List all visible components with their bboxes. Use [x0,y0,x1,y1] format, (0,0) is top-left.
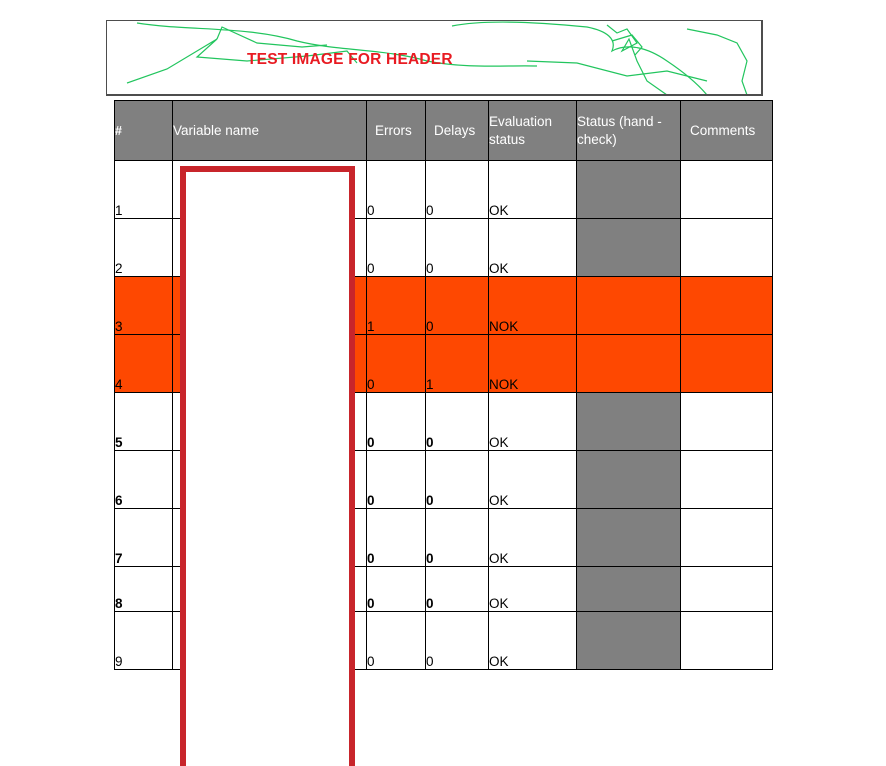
column-header-delays: Delays [426,101,489,161]
hand-check-cell [577,509,681,567]
comments-cell [681,393,773,451]
delays-cell: 0 [426,393,489,451]
errors-cell: 0 [367,451,426,509]
column-header-errors: Errors [367,101,426,161]
hand-check-cell [577,219,681,277]
errors-cell: 1 [367,277,426,335]
header-image-text: TEST IMAGE FOR HEADER [247,51,453,68]
errors-cell: 0 [367,161,426,219]
row-id: 6 [115,451,173,509]
evaluation-status-cell: NOK [489,277,577,335]
row-id: 1 [115,161,173,219]
delays-cell: 1 [426,335,489,393]
errors-cell: 0 [367,335,426,393]
column-header-variable-name: Variable name [173,101,367,161]
delays-cell: 0 [426,277,489,335]
table-header-row [115,101,773,161]
evaluation-status-cell: OK [489,451,577,509]
evaluation-status-cell: OK [489,219,577,277]
evaluation-status-cell: NOK [489,335,577,393]
comments-cell [681,219,773,277]
evaluation-status-cell: OK [489,161,577,219]
errors-cell: 0 [367,509,426,567]
delays-cell: 0 [426,612,489,670]
column-header-comments: Comments [681,101,773,161]
column-header-id: # [115,101,173,161]
column-header-hand-check-status: Status (hand -check) [577,101,681,161]
comments-cell [681,612,773,670]
delays-cell: 0 [426,219,489,277]
comments-cell [681,509,773,567]
delays-cell: 0 [426,509,489,567]
comments-cell [681,277,773,335]
row-id: 7 [115,509,173,567]
errors-cell: 0 [367,612,426,670]
hand-check-cell [577,451,681,509]
delays-cell: 0 [426,567,489,612]
delays-cell: 0 [426,161,489,219]
hand-check-cell [577,277,681,335]
row-id: 9 [115,612,173,670]
hand-check-cell [577,393,681,451]
evaluation-status-cell: OK [489,393,577,451]
hand-check-cell [577,567,681,612]
comments-cell [681,335,773,393]
errors-cell: 0 [367,219,426,277]
row-id: 4 [115,335,173,393]
hand-check-cell [577,335,681,393]
errors-cell: 0 [367,393,426,451]
evaluation-status-cell: OK [489,612,577,670]
row-id: 8 [115,567,173,612]
evaluation-status-cell: OK [489,567,577,612]
redaction-box [180,166,355,766]
header-image [106,20,763,96]
hand-check-cell [577,612,681,670]
column-header-evaluation-status: Evaluation status [489,101,577,161]
errors-cell: 0 [367,567,426,612]
row-id: 3 [115,277,173,335]
comments-cell [681,161,773,219]
row-id: 2 [115,219,173,277]
evaluation-status-cell: OK [489,509,577,567]
comments-cell [681,567,773,612]
row-id: 5 [115,393,173,451]
delays-cell: 0 [426,451,489,509]
comments-cell [681,451,773,509]
hand-check-cell [577,161,681,219]
